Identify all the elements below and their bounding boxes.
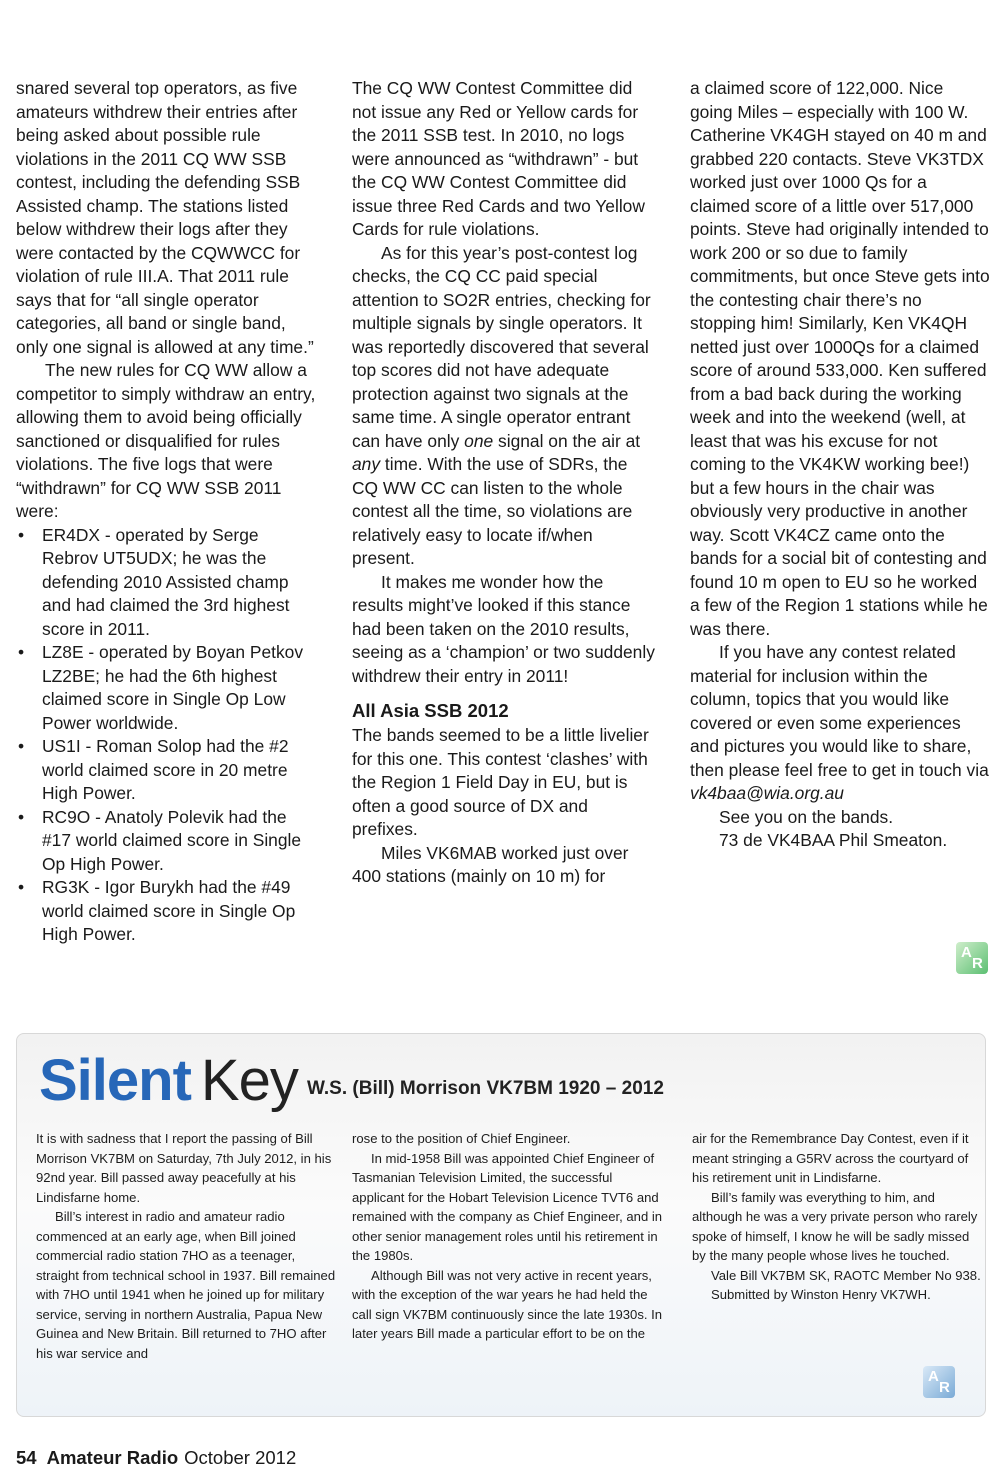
silent-key-box (16, 1033, 986, 1417)
issue-date: October 2012 (184, 1447, 297, 1468)
list-item: • RG3K - Igor Burykh had the #49 world claimed score in Single Op High Power. (18, 877, 296, 944)
obituary-signoff: Submitted by Winston Henry VK7WH. (711, 1287, 931, 1302)
email-address: vk4baa@wia.org.au (690, 783, 844, 803)
article-paragraph: See you on the bands. (719, 806, 894, 827)
bullet-icon: • (18, 524, 25, 545)
obituary-paragraph: Bill’s interest in radio and amateur radio commenced at an early age, when Bill joined commercial radio station 7HO as a teenager, straight from technical school in 1937. Bill remained with 7HO until 1941 when he joined up for military service, serving in northern Australia, Papua New Guinea and New Britain. Bill returned to 7HO after his war service and (36, 1209, 336, 1361)
bullet-icon: • (18, 806, 25, 827)
obituary-column-1 (36, 1129, 336, 1363)
obituary-paragraph: Vale Bill VK7BM SK, RAOTC Member No 938. (711, 1267, 981, 1283)
page-number: 54 (16, 1447, 37, 1468)
list-item: • LZ8E - operated by Boyan Petkov LZ2BE; he had the 6th highest claimed score in Single Op Low Power worldwide. (18, 642, 304, 733)
magazine-name: Amateur Radio (46, 1447, 179, 1468)
list-item: • ER4DX - operated by Serge Rebrov UT5UDX; he was the defending 2010 Assisted champ and had claimed the 3rd highest score in 2011. (18, 524, 290, 639)
article-paragraph: The CQ WW Contest Committee did not issue any Red or Yellow cards for the 2011 SSB test. In 2010, no logs were announced as “withdrawn” - but the CQ WW Contest Committee did issue three Red Cards and two Yellow Cards for rule violations. (352, 78, 645, 239)
author-signoff: 73 de VK4BAA Phil Smeaton. (719, 830, 948, 850)
article-paragraph: It makes me wonder how the results might’ve looked if this stance had been taken on the 2010 results, seeing as a ‘champion’ or two suddenly withdrew their entry in 2011! (352, 571, 655, 686)
obituary-paragraph: It is with sadness that I report the passing of Bill Morrison VK7BM on Saturday, 7th July 2012, in his 92nd year. Bill passed away peacefully at his Lindisfarne home. (36, 1131, 332, 1205)
silent-key-title: Silent Key (39, 1048, 298, 1113)
article-column-3 (690, 77, 990, 853)
obituary-paragraph: air for the Remembrance Day Contest, even if it meant stringing a G5RV across the courtyard of his retirement unit in Lindisfarne. (692, 1131, 969, 1185)
article-paragraph: a claimed score of 122,000. Nice going Miles – especially with 100 W. Catherine VK4GH stayed on 40 m and grabbed 220 contacts. Steve VK3TDX worked just over 1000 Qs for a claimed score of a little over 517,000 points. Steve had originally intended to work 200 or so due to family commitments, but once Steve gets into the contesting chair there’s no stopping him! Similarly, Ken VK4QH netted just over 1000Qs for a claimed score of around 533,000. Ken suffered from a bad back during the working week and into the weekend (well, at least that was his excuse for not coming to the VK4KW working bee!) but a few hours in the chair was obviously very productive in another way. Scott VK4CZ came onto the bands for a social bit of contesting and found 10 m open to EU so he worked a few of the Region 1 stations while he was there. (690, 78, 990, 639)
article-paragraph: snared several top operators, as five amateurs withdrew their entries after being asked about possible rule violations in the 2011 CQ WW SSB contest, including the defending SSB Assisted champ. The stations listed below withdrew their logs after they were contacted by the CQWWCC for violation of rule III.A. That 2011 rule says that for “all single operator categories, all band or single band, only one signal is allowed at any time.” (16, 78, 314, 357)
article-paragraph: The bands seemed to be a little livelier for this one. This contest ‘clashes’ with the Region 1 Field Day in EU, but is often a good source of DX and prefixes. (352, 725, 649, 839)
obituary-paragraph: Bill’s family was everything to him, and although he was a very private person who rarely spoke of himself, I know he will be sadly missed by the many people whose lives he touched. (692, 1189, 978, 1263)
article-column-2 (352, 77, 657, 889)
article-paragraph: If you have any contest related material for inclusion within the column, topics that you would like covered or even some experiences and pictures you would like to share, then please feel free to get in touch via vk4baa@wia.org.au (690, 642, 989, 803)
article-paragraph: As for this year’s post-contest log checks, the CQ CC paid special attention to SO2R entries, checking for multiple signals by single operators. It was reportedly discovered that several top scores did not have adequate protection against two signals at the same time. A single operator entrant can have only one signal on the air at any time. With the use of SDRs, the CQ WW CC can listen to the whole contest all the time, so violations are relatively easy to locate if/when present. (352, 242, 651, 568)
withdrawn-logs-list (16, 524, 318, 947)
page-footer (16, 1447, 296, 1469)
bullet-icon: • (18, 736, 25, 756)
article-paragraph: Miles VK6MAB worked just over 400 stations (mainly on 10 m) for (352, 842, 629, 886)
obituary-paragraph: In mid-1958 Bill was appointed Chief Engineer of Tasmanian Television Limited, the successful applicant for the Hobart Television Licence TVT6 and remained with the company as Chief Engineer, and in other senior management roles until his retirement in the 1980s. (352, 1150, 663, 1263)
ar-logo-icon: A R (923, 1366, 955, 1398)
obituary-column-2 (352, 1129, 667, 1344)
article-paragraph: The new rules for CQ WW allow a competitor to simply withdraw an entry, allowing them to avoid being officially sanctioned or disqualified for rules violations. The five logs that were “withdrawn” for CQ WW SSB 2011 were: (16, 360, 316, 521)
list-item: • RC9O - Anatoly Polevik had the #17 world claimed score in Single Op High Power. (18, 806, 302, 874)
obituary-paragraph: rose to the position of Chief Engineer. (352, 1131, 571, 1146)
article-column-1 (16, 77, 318, 947)
section-heading: All Asia SSB 2012 (352, 700, 509, 721)
bullet-icon: • (18, 877, 25, 897)
list-item: • US1I - Roman Solop had the #2 world claimed score in 20 metre High Power. (18, 736, 289, 803)
bullet-icon: • (18, 642, 25, 662)
ar-logo-icon: A R (956, 942, 988, 974)
obituary-column-3 (692, 1129, 982, 1305)
obituary-paragraph: Although Bill was not very active in recent years, with the exception of the war years he had held the call sign VK7BM continuously since the late 1930s. In later years Bill made a particular effort to be on the (352, 1267, 663, 1341)
obituary-subtitle: W.S. (Bill) Morrison VK7BM 1920 – 2012 (307, 1078, 664, 1099)
